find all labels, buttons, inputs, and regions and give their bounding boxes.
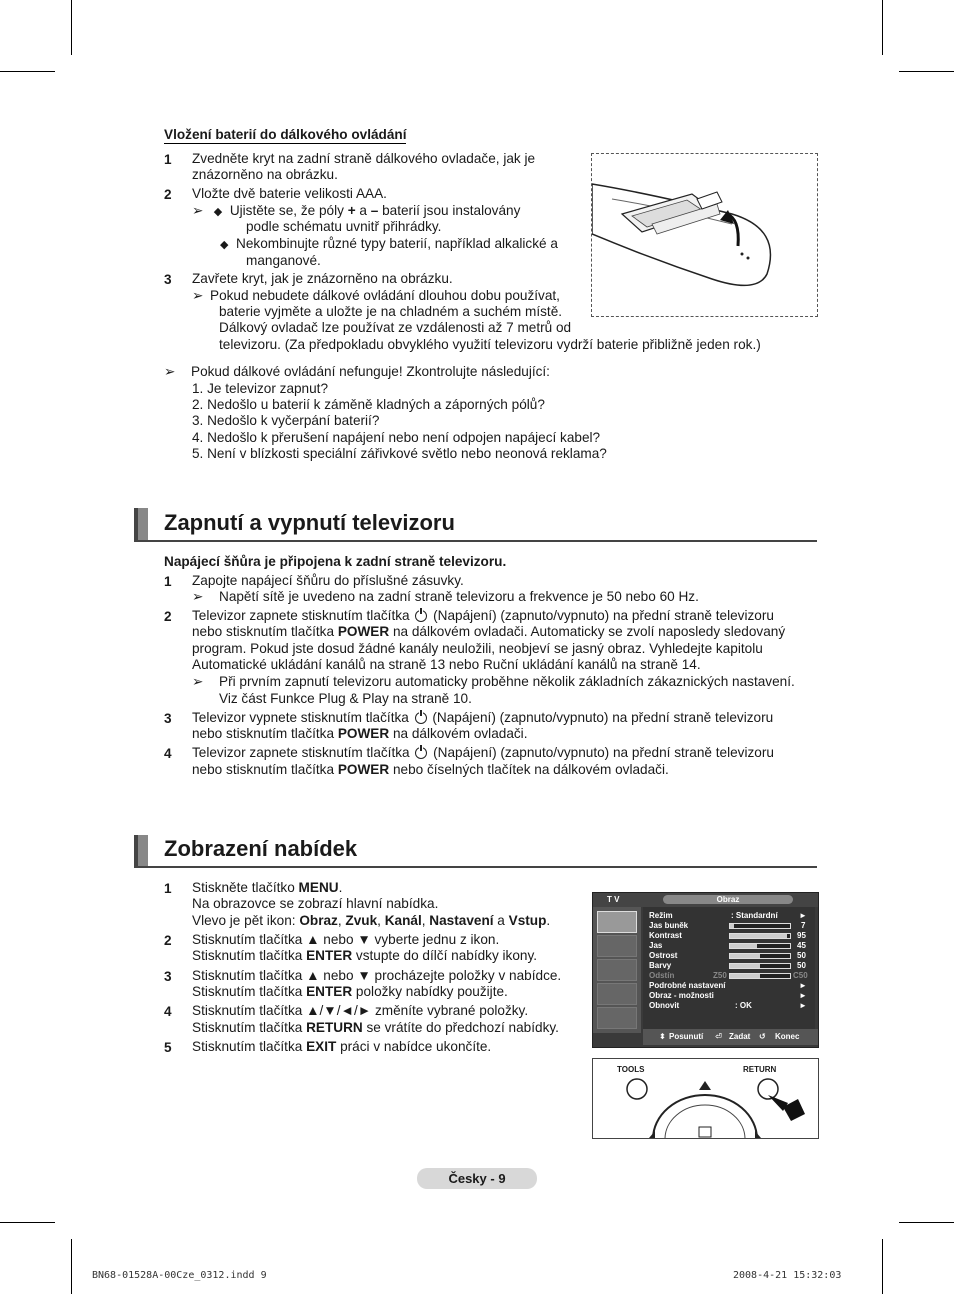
heading-bar — [134, 835, 148, 867]
text-fragment: Televizor zapnete stisknutím tlačítka — [192, 608, 414, 623]
text-fragment: Pokud nebudete dálkové ovládání dlouhou dobu používat, — [210, 288, 560, 303]
text-line: 3. Nedošlo k vyčerpání baterií? — [192, 413, 380, 428]
crop-mark — [899, 71, 954, 72]
step-number: 3 — [164, 969, 172, 984]
menu-row[interactable]: Obnovit — [649, 1001, 680, 1010]
text-fragment: Napětí sítě je uvedeno na zadní straně televizoru a frekvence je 50 nebo 60 Hz. — [219, 589, 699, 604]
text-line: Zavřete kryt, jak je znázorněno na obrázku. — [192, 271, 453, 286]
text-fragment: . — [546, 913, 551, 928]
text-line: 1. Je televizor zapnut? — [192, 381, 329, 396]
power-icon — [415, 610, 427, 622]
note-arrow-icon: ➢ — [192, 674, 204, 689]
level-bar — [729, 933, 791, 939]
remote-battery-figure — [591, 153, 818, 317]
menu-row[interactable]: Jas — [649, 941, 663, 950]
text-line — [192, 608, 774, 625]
step-number: 2 — [164, 187, 172, 202]
text-fragment: POWER — [337, 624, 390, 639]
print-footer-date: 2008-4-21 15:32:03 — [733, 1270, 842, 1281]
text-fragment: EXIT — [306, 1039, 337, 1054]
text-fragment: baterií jsou instalovány — [378, 203, 521, 218]
level-bar — [729, 953, 791, 959]
text-fragment: MENU — [298, 880, 339, 895]
heading-rule — [134, 540, 817, 542]
text-line — [192, 880, 342, 897]
tv-menu-screen — [592, 892, 819, 1048]
text-fragment: nebo číselných tlačítek na dálkovém ovladači. — [389, 762, 669, 777]
text-line — [192, 984, 508, 1001]
crop-mark — [899, 1222, 954, 1223]
text-fragment: a — [493, 913, 509, 928]
level-bar — [729, 973, 791, 979]
step-number: 1 — [164, 152, 172, 167]
menu-row[interactable]: Barvy — [649, 961, 672, 970]
menu-row[interactable]: Kontrast — [649, 931, 682, 940]
text-line: znázorněno na obrázku. — [192, 167, 338, 182]
text-fragment: Obraz — [299, 913, 338, 928]
note-line — [220, 236, 558, 254]
text-line: Stisknutím tlačítka ▲/▼/◄/► změníte vybrané položky. — [192, 1003, 529, 1018]
text-fragment: na dálkovém ovladači. Automaticky se zvolí naposledy sledovaný — [389, 624, 786, 639]
text-fragment: Stiskněte tlačítko — [192, 880, 299, 895]
text-line: 5. Není v blízkosti speciální zářivkové světlo nebo neonová reklama? — [192, 446, 607, 461]
text-line — [192, 624, 785, 641]
row-arrow: ► — [799, 981, 807, 990]
note-line — [192, 288, 560, 305]
text-fragment: Stisknutím tlačítka — [192, 1039, 307, 1054]
row-value: 7 — [801, 921, 806, 930]
text-line: 2. Nedošlo u baterií k záměně kladných a záporných pólů? — [192, 397, 545, 412]
row-arrow: ► — [799, 991, 807, 1000]
text-line: manganové. — [246, 253, 321, 268]
tv-menu-footer — [643, 1029, 818, 1045]
note-line — [192, 674, 795, 691]
level-bar — [729, 943, 791, 949]
intro-text: Napájecí šňůra je připojena k zadní straně televizoru. — [164, 554, 507, 569]
remote-buttons-figure — [592, 1058, 819, 1139]
text-line: televizoru. (Za předpokladu obvyklého využití televizoru vydrží baterie přibližně jeden rok.) — [219, 337, 761, 352]
remote-illustration — [592, 154, 817, 316]
text-line — [192, 726, 527, 743]
text-line: Zapojte napájecí šňůru do příslušné zásuvky. — [192, 573, 464, 588]
text-fragment: Televizor vypnete stisknutím tlačítka — [192, 710, 413, 725]
text-fragment: nebo stisknutím tlačítka — [192, 726, 338, 741]
text-fragment: Vstup — [508, 913, 547, 928]
tv-menu-icons — [593, 907, 641, 1033]
section1-title: Vložení baterií do dálkového ovládání — [164, 127, 407, 142]
text-fragment: Zvuk — [345, 913, 378, 928]
text-line: podle schématu uvnitř přihrádky. — [246, 219, 442, 234]
step-number: 5 — [164, 1040, 172, 1055]
row-arrow: ► — [799, 911, 807, 920]
text-fragment: – — [370, 203, 379, 218]
text-fragment: POWER — [337, 762, 390, 777]
text-fragment: se vrátíte do předchozí nabídky. — [362, 1020, 559, 1035]
step-number: 1 — [164, 881, 172, 896]
menu-row[interactable]: Odstín — [649, 971, 675, 980]
menu-row[interactable]: Ostrost — [649, 951, 678, 960]
heading-bar — [134, 508, 148, 540]
crop-mark — [0, 1222, 55, 1223]
crop-mark — [0, 71, 55, 72]
text-line: Stisknutím tlačítka ▲ nebo ▼ procházejte položky v nabídce. — [192, 968, 562, 983]
step-number: 4 — [164, 746, 172, 761]
note-line — [192, 589, 699, 606]
print-footer-file: BN68-01528A-00Cze_0312.indd 9 — [92, 1270, 267, 1281]
tv-menu-title: Obraz — [663, 895, 793, 904]
text-line: Automatické ukládání kanálů na straně 13 nebo Ruční ukládání kanálů na straně 14. — [192, 657, 701, 672]
text-fragment: Stisknutím tlačítka — [192, 984, 307, 999]
page-number-badge: Česky - 9 — [417, 1168, 537, 1189]
text-line: Stisknutím tlačítka ▲ nebo ▼ vyberte jednu z ikon. — [192, 932, 500, 947]
text-line — [192, 710, 773, 727]
section2-title: Zapnutí a vypnutí televizoru — [164, 510, 455, 535]
row-value: 95 — [797, 931, 806, 940]
row-arrow: ► — [799, 1001, 807, 1010]
row-label: Režim — [649, 911, 673, 920]
power-icon — [415, 747, 427, 759]
foot-enter: Zadat — [729, 1032, 751, 1041]
text-fragment: (Napájení) (zapnuto/vypnuto) na přední straně televizoru — [429, 608, 774, 623]
menu-row[interactable]: Obraz - možnosti — [649, 991, 714, 1000]
crop-mark — [71, 0, 72, 55]
text-line: Na obrazovce se zobrazí hlavní nabídka. — [192, 896, 439, 911]
text-line — [192, 1039, 491, 1056]
text-fragment: nebo stisknutím tlačítka — [192, 624, 338, 639]
foot-move: Posunutí — [669, 1032, 704, 1041]
text-line — [192, 948, 537, 965]
text-fragment: . — [338, 880, 343, 895]
step-number: 3 — [164, 272, 172, 287]
step-number: 4 — [164, 1004, 172, 1019]
level-bar — [729, 963, 791, 969]
updown-icon: ⬍ — [659, 1032, 666, 1041]
row-value: : Standardní — [731, 911, 778, 920]
crop-mark — [882, 1239, 883, 1294]
text-line: Dálkový ovladač lze používat ze vzdálenosti až 7 metrů od — [219, 320, 572, 335]
text-fragment: na dálkovém ovladači. — [389, 726, 528, 741]
text-fragment: Při prvním zapnutí televizoru automaticky proběhne několik základních zákaznických nastavení. — [219, 674, 795, 689]
row-value: C50 — [793, 971, 808, 980]
sound-icon[interactable] — [597, 935, 637, 957]
text-fragment: POWER — [337, 726, 390, 741]
step-number: 1 — [164, 574, 172, 589]
text-fragment: Nekombinujte různé typy baterií, například alkalické a — [236, 236, 558, 251]
text-fragment: , — [377, 913, 385, 928]
return-label: RETURN — [743, 1065, 777, 1074]
row-value: 50 — [797, 951, 806, 960]
section3-title: Zobrazení nabídek — [164, 836, 358, 861]
row-value: : OK — [735, 1001, 752, 1010]
text-line: baterie vyjměte a uložte je na chladném a suchém místě. — [219, 304, 563, 319]
note-line — [164, 364, 550, 381]
picture-icon[interactable] — [597, 911, 637, 933]
text-fragment: (Napájení) (zapnuto/vypnuto) na přední straně televizoru — [429, 745, 774, 760]
menu-row[interactable]: Jas buněk — [649, 921, 689, 930]
text-fragment: nebo stisknutím tlačítka — [192, 762, 338, 777]
text-line: program. Pokud jste dosud žádné kanály neuložili, neobjeví se jasný obraz. Vyhledejte kapitolu — [192, 641, 763, 656]
text-fragment: práci v nabídce ukončíte. — [336, 1039, 492, 1054]
text-fragment: , — [421, 913, 430, 928]
note-line — [192, 203, 520, 221]
text-line: Viz část Funkce Plug & Play na straně 10. — [219, 691, 472, 706]
text-fragment: RETURN — [306, 1020, 363, 1035]
text-fragment: Nastavení — [429, 913, 494, 928]
return-icon: ↺ — [759, 1032, 766, 1041]
enter-icon: ⏎ — [715, 1032, 722, 1041]
text-fragment: Stisknutím tlačítka — [192, 948, 307, 963]
text-fragment: ENTER — [306, 948, 353, 963]
power-icon — [415, 712, 427, 724]
row-value: Z50 — [713, 971, 727, 980]
input-icon[interactable] — [597, 1007, 637, 1029]
text-line — [192, 762, 669, 779]
text-fragment: Televizor zapnete stisknutím tlačítka — [192, 745, 414, 760]
text-line — [192, 913, 550, 930]
text-fragment: Stisknutím tlačítka — [192, 1020, 307, 1035]
note-arrow-icon: ➢ — [192, 203, 204, 218]
text-line — [192, 745, 774, 762]
text-fragment: Pokud dálkové ovládání nefunguje! Zkontrolujte následující: — [191, 364, 550, 379]
step-number: 2 — [164, 933, 172, 948]
settings-icon[interactable] — [597, 983, 637, 1005]
crop-mark — [882, 0, 883, 55]
menu-row[interactable] — [649, 911, 673, 920]
diamond-bullet-icon: ◆ — [220, 239, 229, 251]
text-fragment: položky nabídky použijte. — [352, 984, 508, 999]
channel-icon[interactable] — [597, 959, 637, 981]
row-value: 50 — [797, 961, 806, 970]
step-number: 2 — [164, 609, 172, 624]
text-line: Zvedněte kryt na zadní straně dálkového ovladače, jak je — [192, 151, 536, 166]
tv-label: T V — [607, 895, 620, 904]
level-bar — [729, 923, 791, 929]
foot-exit: Konec — [775, 1032, 800, 1041]
heading-rule — [134, 866, 817, 868]
text-line: 4. Nedošlo k přerušení napájení nebo není odpojen napájecí kabel? — [192, 430, 601, 445]
note-arrow-icon: ➢ — [164, 364, 176, 379]
text-fragment: Vlevo je pět ikon: — [192, 913, 300, 928]
text-line: Vložte dvě baterie velikosti AAA. — [192, 186, 387, 201]
tools-label: TOOLS — [617, 1065, 645, 1074]
text-fragment: Kanál — [384, 913, 422, 928]
text-fragment: (Napájení) (zapnuto/vypnuto) na přední straně televizoru — [428, 710, 774, 725]
text-fragment: vstupte do dílčí nabídky ikony. — [352, 948, 538, 963]
crop-mark — [71, 1239, 72, 1294]
diamond-bullet-icon: ◆ — [213, 206, 223, 218]
tv-menu-body — [643, 907, 815, 1031]
tv-menu-header — [593, 893, 818, 907]
text-fragment: + — [347, 203, 356, 218]
step-number: 3 — [164, 711, 172, 726]
text-fragment: ENTER — [306, 984, 353, 999]
text-line — [192, 1020, 559, 1037]
text-fragment: , — [337, 913, 346, 928]
text-fragment: a — [355, 203, 371, 218]
menu-row[interactable]: Podrobné nastavení — [649, 981, 726, 990]
row-value: 45 — [797, 941, 806, 950]
note-arrow-icon: ➢ — [192, 288, 204, 303]
text-fragment: Ujistěte se, že póly — [229, 203, 348, 218]
note-arrow-icon: ➢ — [192, 589, 204, 604]
